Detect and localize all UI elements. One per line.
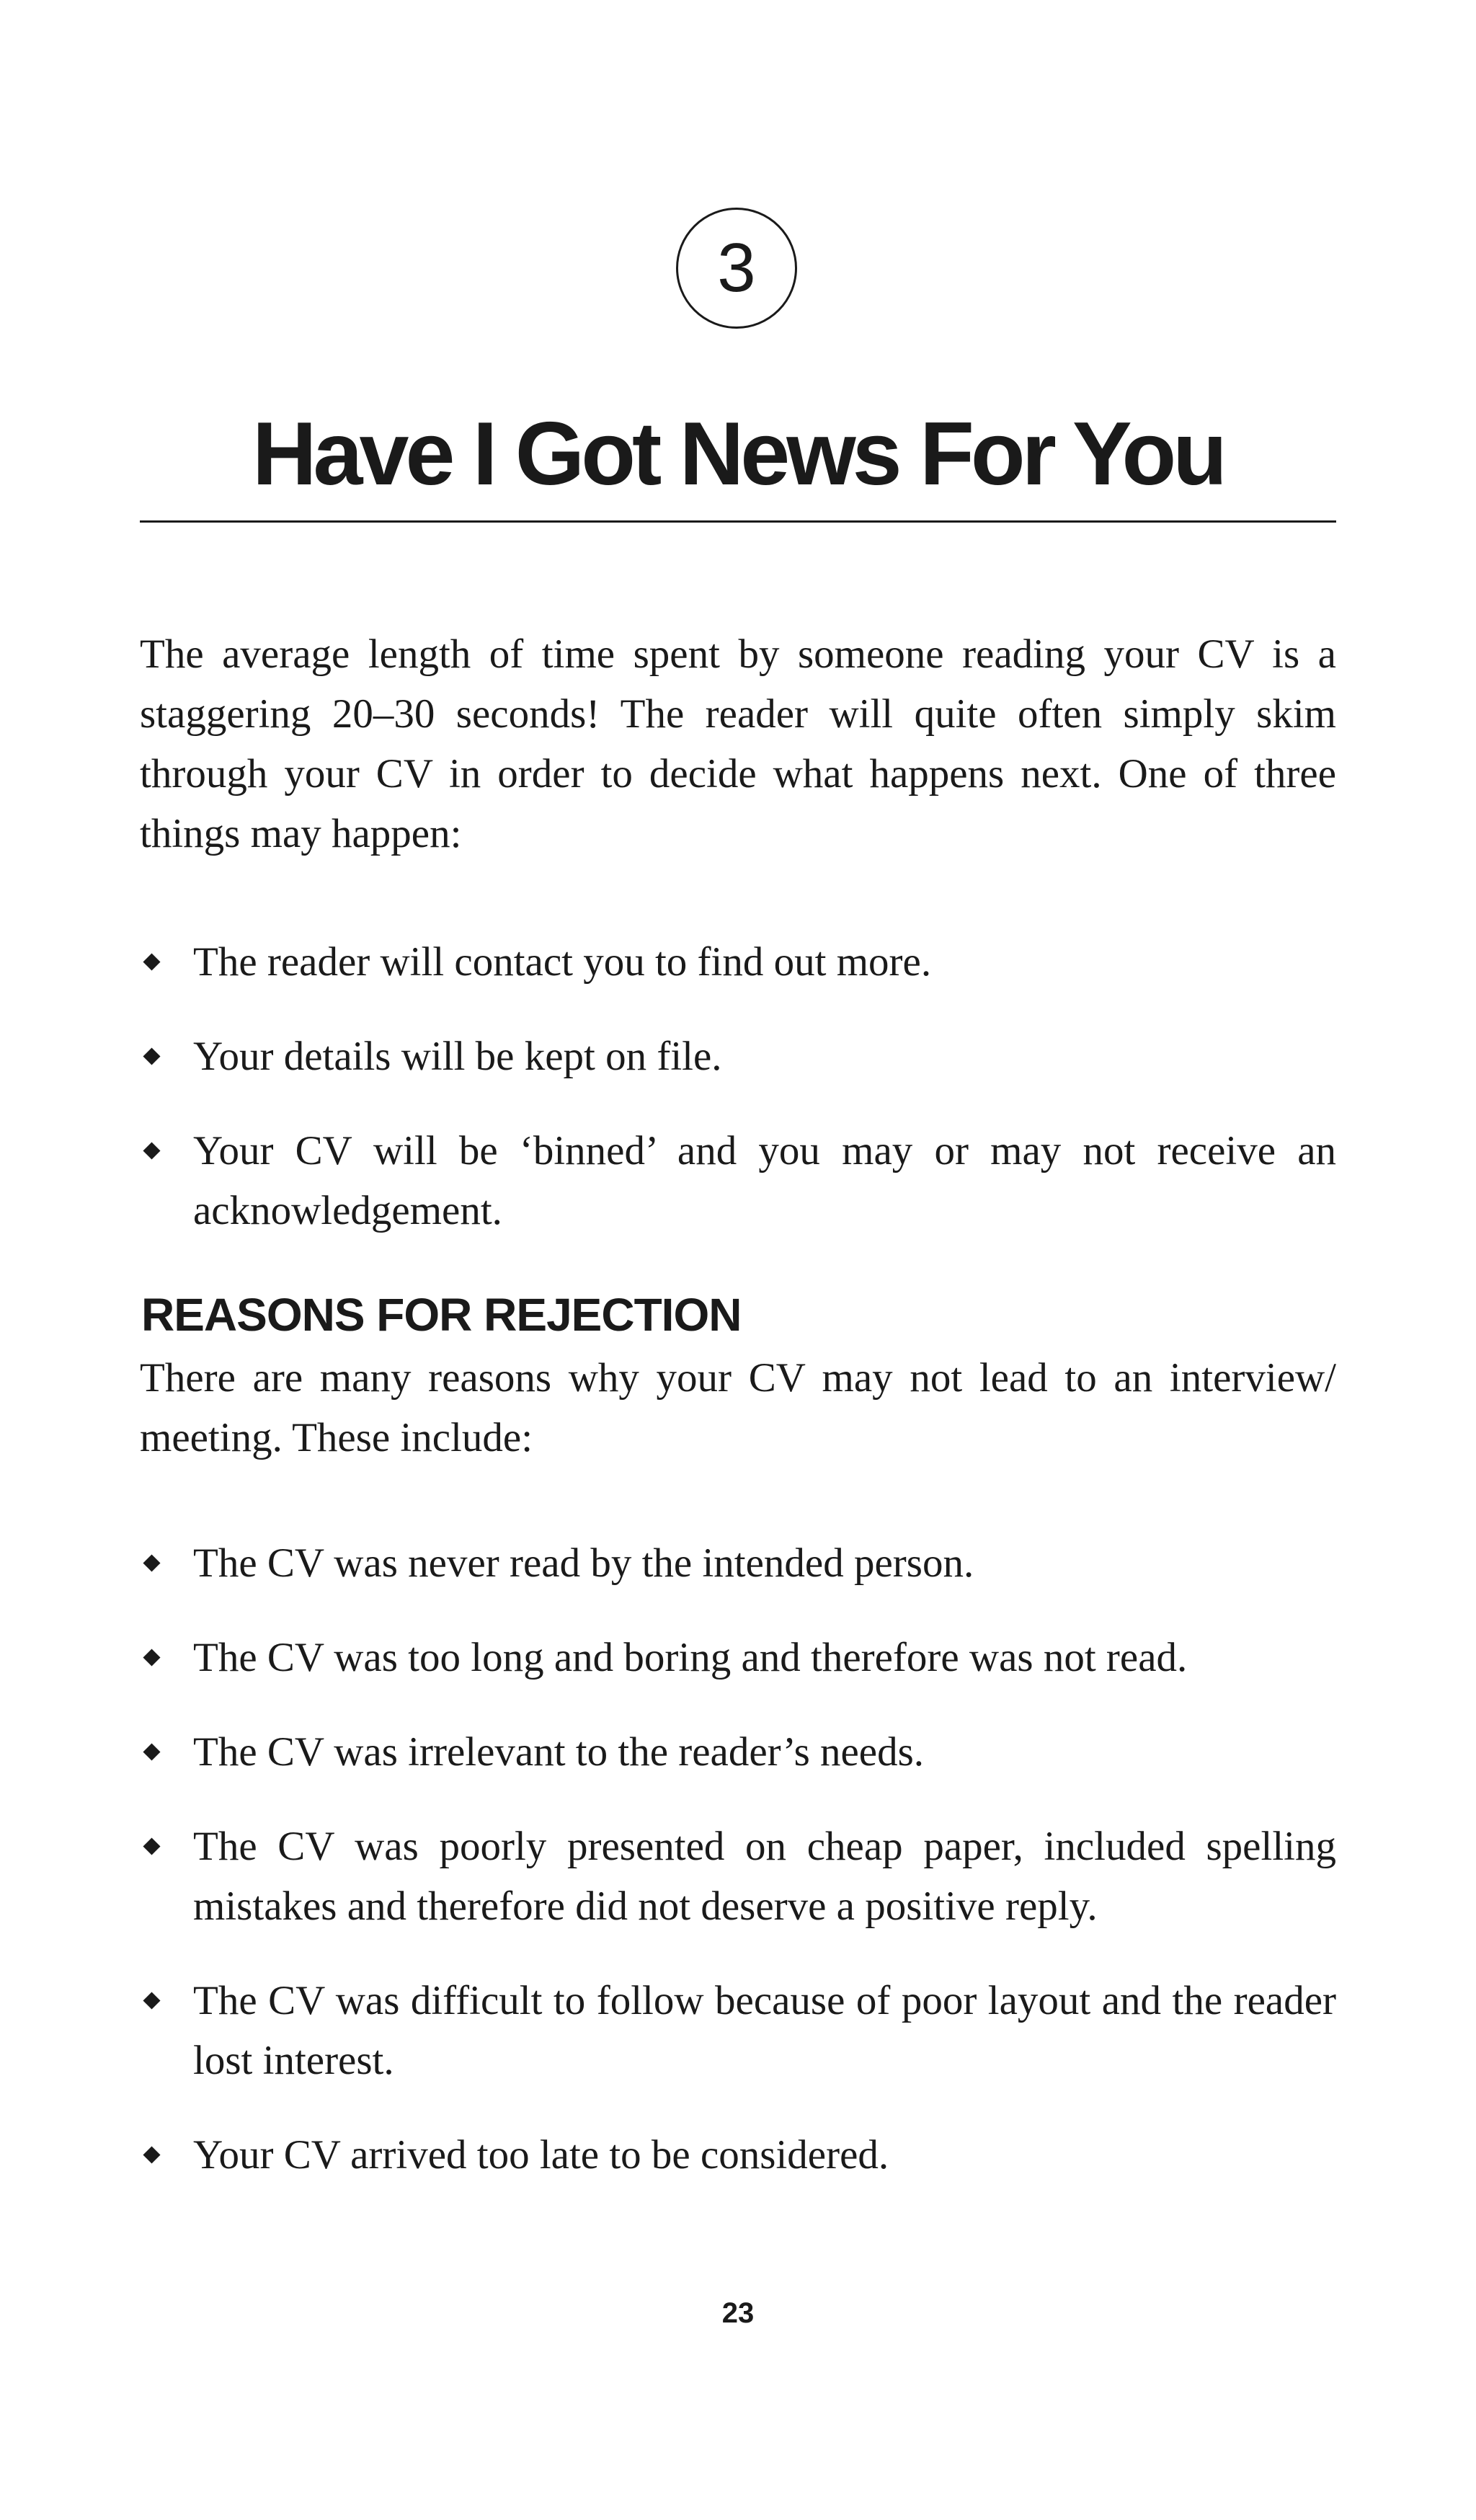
list-item	[140, 2125, 1336, 2185]
list-item	[140, 932, 1336, 992]
list-item-text: The CV was never read by the intended person.	[193, 1540, 974, 1586]
title-divider	[140, 520, 1336, 523]
list-item	[140, 1628, 1336, 1687]
diamond-bullet-icon	[143, 1837, 160, 1855]
chapter-number-badge	[676, 208, 797, 329]
list-item	[140, 1722, 1336, 1782]
diamond-bullet-icon	[143, 1743, 160, 1760]
list-item-text: The CV was poorly presented on cheap paper, included spelling mistakes and therefore did not deserve a positive reply.	[193, 1824, 1336, 1929]
chapter-title: Have I Got News For You	[252, 404, 1224, 504]
diamond-bullet-icon	[143, 1649, 160, 1666]
list-item-text: The CV was too long and boring and therefore was not read.	[193, 1635, 1188, 1680]
diamond-bullet-icon	[143, 1047, 160, 1065]
page-number: 23	[721, 2297, 755, 2329]
list-item-text: Your CV arrived too late to be considered.	[193, 2132, 889, 2178]
list-item-text: The CV was difficult to follow because of poor layout and the reader lost interest.	[193, 1978, 1336, 2083]
list-item-text: The CV was irrelevant to the reader’s needs.	[193, 1729, 925, 1775]
list-item	[140, 1121, 1336, 1241]
diamond-bullet-icon	[143, 1554, 160, 1571]
rejection-paragraph: There are many reasons why your CV may not lead to an interview/ meeting. These include:	[140, 1355, 1336, 1460]
list-item-text: Your CV will be ‘binned’ and you may or may not receive an acknowledgement.	[193, 1128, 1336, 1233]
intro-paragraph: The average length of time spent by someone reading your CV is a staggering 20–30 seconds! The reader will quite often simply skim through your CV in order to decide what happens next. One of three things may happen:	[140, 631, 1336, 856]
rejection-bullet-list	[140, 1533, 1336, 2219]
list-item	[140, 1026, 1336, 1086]
diamond-bullet-icon	[143, 1992, 160, 2009]
diamond-bullet-icon	[143, 2146, 160, 2163]
list-item-text: Your details will be kept on file.	[193, 1034, 722, 1079]
list-item	[140, 1816, 1336, 1936]
list-item	[140, 1971, 1336, 2090]
diamond-bullet-icon	[143, 953, 160, 970]
diamond-bullet-icon	[143, 1142, 160, 1159]
intro-bullet-list	[140, 932, 1336, 1275]
list-item-text: The reader will contact you to find out more.	[193, 939, 932, 985]
list-item	[140, 1533, 1336, 1593]
chapter-number: 3	[717, 229, 756, 306]
section-heading: REASONS FOR REJECTION	[141, 1289, 742, 1341]
